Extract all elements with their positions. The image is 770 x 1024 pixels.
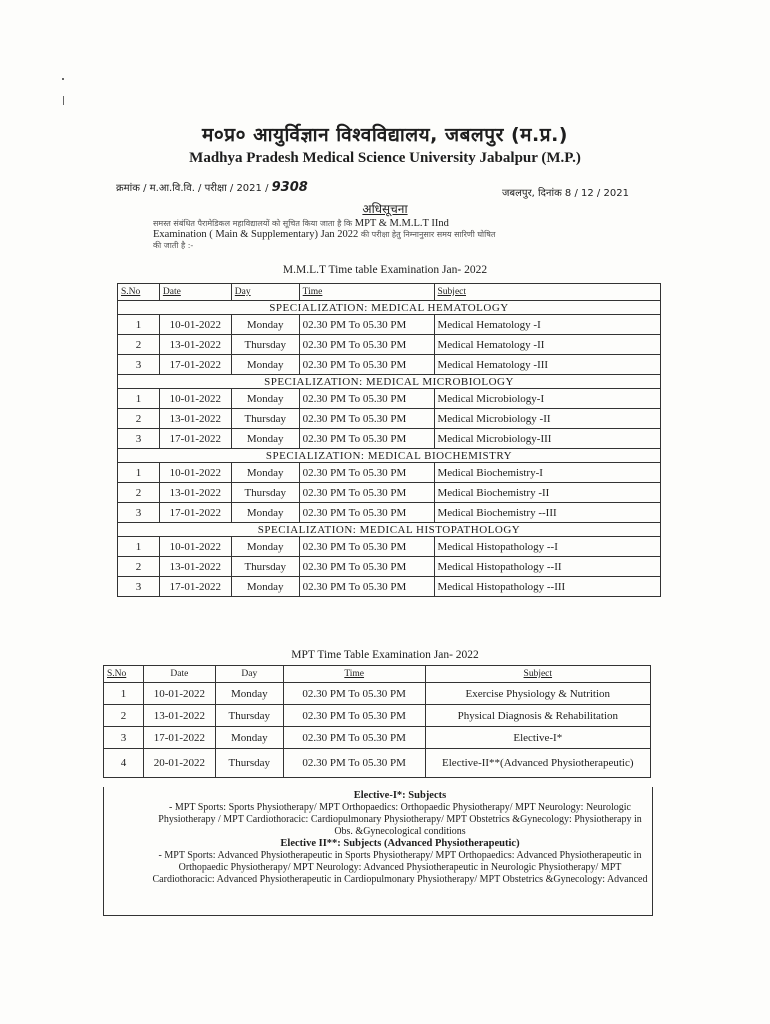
cell-day: Thursday <box>215 749 283 778</box>
header-date: Date <box>143 666 215 683</box>
header-sno: S.No <box>104 666 144 683</box>
reference-handwritten-number: 9308 <box>271 180 308 195</box>
cell-time: 02.30 PM To 05.30 PM <box>283 683 425 705</box>
cell-subject: Medical Hematology -III <box>434 355 660 375</box>
cell-subject: Medical Histopathology --II <box>434 557 660 577</box>
cell-time: 02.30 PM To 05.30 PM <box>283 749 425 778</box>
table-row <box>118 537 661 557</box>
table-row <box>118 463 661 483</box>
cell-date: 10-01-2022 <box>143 683 215 705</box>
cell-day: Monday <box>215 683 283 705</box>
cell-time: 02.30 PM To 05.30 PM <box>299 429 434 449</box>
notice-paragraph <box>153 218 663 251</box>
table-row <box>118 389 661 409</box>
section-title: SPECIALIZATION: MEDICAL MICROBIOLOGY <box>118 375 661 389</box>
section-title: SPECIALIZATION: MEDICAL BIOCHEMISTRY <box>118 449 661 463</box>
section-title: SPECIALIZATION: MEDICAL HISTOPATHOLOGY <box>118 523 661 537</box>
cell-time: 02.30 PM To 05.30 PM <box>299 537 434 557</box>
cell-sno: 3 <box>104 727 144 749</box>
cell-day: Monday <box>215 727 283 749</box>
section-row <box>118 375 661 389</box>
cell-sno: 1 <box>118 389 160 409</box>
elective-1-text: - MPT Sports: Sports Physiotherapy/ MPT Orthopaedics: Orthopaedic Physiotherapy/ MPT Neurology: Neurologic Physiotherapy / MPT Cardiothoracic: Cardiopulmonary Physiotherapy/ MPT Obstetrics &Gynecology: Physiotherapy in Obs. &Gynecological conditions <box>158 802 642 837</box>
section-row <box>118 301 661 315</box>
cell-time: 02.30 PM To 05.30 PM <box>299 463 434 483</box>
header-date: Date <box>159 284 231 301</box>
table-header-row <box>118 284 661 301</box>
table-row <box>118 557 661 577</box>
cell-time: 02.30 PM To 05.30 PM <box>299 503 434 523</box>
header-subject: Subject <box>434 284 660 301</box>
paragraph-line-2: Examination ( Main & Supplementary) Jan 2022 <box>153 229 359 240</box>
cell-sno: 3 <box>118 503 160 523</box>
mmlt-timetable <box>117 283 661 597</box>
table-row <box>104 683 651 705</box>
notice-heading: अधिसूचना <box>362 202 408 216</box>
cell-date: 13-01-2022 <box>159 409 231 429</box>
cell-subject: Medical Biochemistry-I <box>434 463 660 483</box>
cell-day: Monday <box>231 537 299 557</box>
table-row <box>118 577 661 597</box>
cell-time: 02.30 PM To 05.30 PM <box>299 315 434 335</box>
notice-date: जबलपुर, दिनांक 8 / 12 / 2021 <box>502 188 629 199</box>
cell-date: 10-01-2022 <box>159 315 231 335</box>
table-row <box>118 315 661 335</box>
cell-subject: Medical Microbiology -II <box>434 409 660 429</box>
cell-day: Thursday <box>231 557 299 577</box>
cell-date: 20-01-2022 <box>143 749 215 778</box>
table-row <box>118 483 661 503</box>
cell-subject: Elective-II**(Advanced Physiotherapeutic) <box>425 749 650 778</box>
cell-sno: 2 <box>118 557 160 577</box>
cell-sno: 2 <box>104 705 144 727</box>
cell-sno: 3 <box>118 429 160 449</box>
cell-subject: Medical Biochemistry --III <box>434 503 660 523</box>
cell-date: 17-01-2022 <box>159 577 231 597</box>
cell-sno: 1 <box>118 537 160 557</box>
mmlt-table-caption: M.M.L.T Time table Examination Jan- 2022 <box>282 264 488 276</box>
cell-time: 02.30 PM To 05.30 PM <box>299 483 434 503</box>
university-hindi-title: म०प्र० आयुर्विज्ञान विश्वविद्यालय, जबलपुर (म.प्र.) <box>202 124 568 146</box>
cell-subject: Medical Hematology -I <box>434 315 660 335</box>
cell-day: Monday <box>231 463 299 483</box>
cell-sno: 1 <box>118 463 160 483</box>
cell-time: 02.30 PM To 05.30 PM <box>299 389 434 409</box>
elective-1-heading: Elective-I*: Subjects <box>353 790 447 801</box>
cell-day: Monday <box>231 503 299 523</box>
table-row <box>118 335 661 355</box>
cell-day: Monday <box>231 577 299 597</box>
cell-time: 02.30 PM To 05.30 PM <box>299 577 434 597</box>
cell-date: 13-01-2022 <box>159 335 231 355</box>
cell-day: Monday <box>231 315 299 335</box>
cell-day: Monday <box>231 389 299 409</box>
table-row <box>118 355 661 375</box>
cell-subject: Elective-I* <box>425 727 650 749</box>
cell-day: Thursday <box>215 705 283 727</box>
table-header-row <box>104 666 651 683</box>
section-title: SPECIALIZATION: MEDICAL HEMATOLOGY <box>118 301 661 315</box>
scan-speck <box>62 78 64 80</box>
cell-date: 17-01-2022 <box>159 503 231 523</box>
paragraph-line-3: की जाती है :- <box>153 241 194 250</box>
cell-date: 10-01-2022 <box>159 463 231 483</box>
cell-day: Monday <box>231 429 299 449</box>
cell-subject: Exercise Physiology & Nutrition <box>425 683 650 705</box>
cell-time: 02.30 PM To 05.30 PM <box>283 705 425 727</box>
header-time: Time <box>299 284 434 301</box>
scan-speck <box>63 96 64 105</box>
cell-sno: 1 <box>104 683 144 705</box>
cell-subject: Physical Diagnosis & Rehabilitation <box>425 705 650 727</box>
cell-time: 02.30 PM To 05.30 PM <box>299 355 434 375</box>
elective-2-text: - MPT Sports: Advanced Physiotherapeutic in Sports Physiotherapy/ MPT Orthopaedics: Advanced Physiotherapeutic in Orthopaedic Physiotherapy/ MPT Neurology: Advanced Physiotherapeutic in Neurologic Physiotherapy/ MPT Cardiothoracic: Advanced Physiotherapeutic in Cardiopulmonary Physiotherapy/ MPT Obstetrics &Gynecology: Advanced <box>152 850 648 885</box>
cell-sno: 3 <box>118 577 160 597</box>
header-time: Time <box>283 666 425 683</box>
cell-time: 02.30 PM To 05.30 PM <box>299 557 434 577</box>
cell-subject: Medical Hematology -II <box>434 335 660 355</box>
table-row <box>118 409 661 429</box>
cell-subject: Medical Histopathology --I <box>434 537 660 557</box>
header-subject: Subject <box>425 666 650 683</box>
cell-date: 17-01-2022 <box>143 727 215 749</box>
cell-time: 02.30 PM To 05.30 PM <box>299 335 434 355</box>
paragraph-line-1-bold: MPT & M.M.L.T IInd <box>354 218 449 229</box>
table-row <box>104 727 651 749</box>
cell-date: 13-01-2022 <box>159 483 231 503</box>
cell-sno: 3 <box>118 355 160 375</box>
elective-2-heading: Elective II**: Subjects (Advanced Physiotherapeutic) <box>280 838 520 849</box>
cell-date: 10-01-2022 <box>159 537 231 557</box>
cell-subject: Medical Microbiology-III <box>434 429 660 449</box>
mpt-timetable <box>103 665 651 778</box>
cell-date: 17-01-2022 <box>159 429 231 449</box>
cell-day: Thursday <box>231 335 299 355</box>
university-english-title: Madhya Pradesh Medical Science University Jabalpur (M.P.) <box>189 150 581 166</box>
cell-sno: 2 <box>118 409 160 429</box>
table-row <box>118 503 661 523</box>
section-row <box>118 449 661 463</box>
elective-notes <box>150 790 650 886</box>
cell-time: 02.30 PM To 05.30 PM <box>299 409 434 429</box>
mpt-table-caption: MPT Time Table Examination Jan- 2022 <box>291 649 479 661</box>
table-row <box>104 749 651 778</box>
cell-sno: 2 <box>118 335 160 355</box>
cell-time: 02.30 PM To 05.30 PM <box>283 727 425 749</box>
header-day: Day <box>231 284 299 301</box>
cell-sno: 1 <box>118 315 160 335</box>
cell-day: Monday <box>231 355 299 375</box>
paragraph-line-1: समस्त संबंधित पैरामेडिकल महाविद्यालयों को सूचित किया जाता है कि <box>153 219 353 228</box>
cell-day: Thursday <box>231 483 299 503</box>
cell-date: 10-01-2022 <box>159 389 231 409</box>
paragraph-line-2-hindi: की परीक्षा हेतु निम्नानुसार समय सारिणी घोषित <box>360 230 496 239</box>
section-row <box>118 523 661 537</box>
reference-prefix: क्रमांक / म.आ.वि.वि. / परीक्षा / 2021 / <box>116 183 269 194</box>
header-sno: S.No <box>118 284 160 301</box>
cell-sno: 4 <box>104 749 144 778</box>
table-row <box>118 429 661 449</box>
cell-day: Thursday <box>231 409 299 429</box>
cell-sno: 2 <box>118 483 160 503</box>
cell-date: 17-01-2022 <box>159 355 231 375</box>
reference-number <box>116 180 308 195</box>
cell-subject: Medical Microbiology-I <box>434 389 660 409</box>
header-day: Day <box>215 666 283 683</box>
cell-date: 13-01-2022 <box>159 557 231 577</box>
table-row <box>104 705 651 727</box>
cell-subject: Medical Biochemistry -II <box>434 483 660 503</box>
cell-subject: Medical Histopathology --III <box>434 577 660 597</box>
cell-date: 13-01-2022 <box>143 705 215 727</box>
